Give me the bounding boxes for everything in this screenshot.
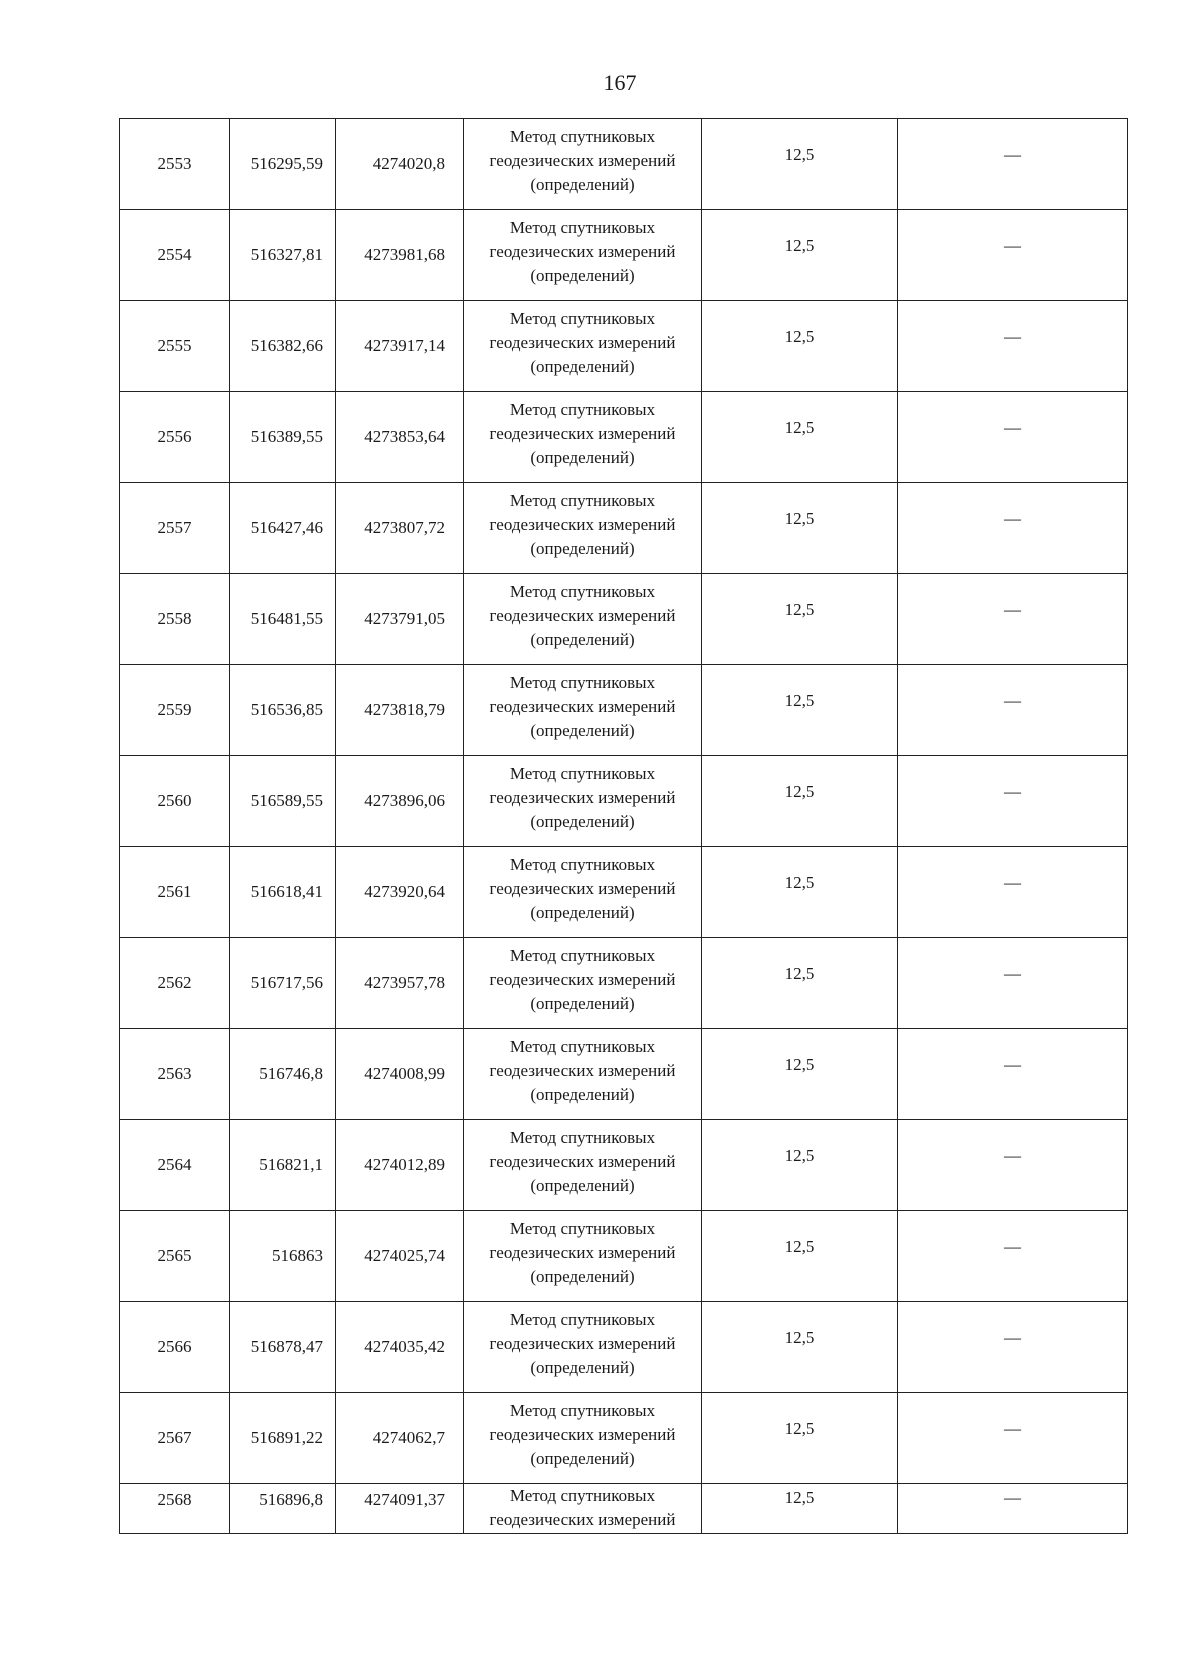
table-row xyxy=(120,1211,1128,1302)
y-coordinate-cell: 4273896,06 xyxy=(336,756,464,847)
x-coordinate-cell: 516389,55 xyxy=(230,392,336,483)
method-cell xyxy=(464,665,702,756)
method-line: Метод спутниковых xyxy=(509,764,656,783)
note-cell: — xyxy=(898,847,1128,938)
method-line: геодезических измерений xyxy=(489,1425,676,1444)
point-number-cell: 2562 xyxy=(120,938,230,1029)
table-row xyxy=(120,1120,1128,1211)
method-line: Метод спутниковых xyxy=(509,855,656,874)
method-cell xyxy=(464,1484,702,1534)
point-number-cell: 2565 xyxy=(120,1211,230,1302)
method-line: Метод спутниковых xyxy=(509,1037,656,1056)
x-coordinate-cell: 516382,66 xyxy=(230,301,336,392)
method-cell xyxy=(464,1120,702,1211)
point-number-cell: 2567 xyxy=(120,1393,230,1484)
y-coordinate-cell: 4273818,79 xyxy=(336,665,464,756)
point-number-cell: 2566 xyxy=(120,1302,230,1393)
note-cell: — xyxy=(898,392,1128,483)
x-coordinate-cell: 516896,8 xyxy=(230,1484,336,1534)
point-number-cell: 2561 xyxy=(120,847,230,938)
point-number-cell: 2558 xyxy=(120,574,230,665)
table-row xyxy=(120,119,1128,210)
accuracy-cell: 12,5 xyxy=(702,1302,898,1393)
table-row xyxy=(120,847,1128,938)
y-coordinate-cell: 4274025,74 xyxy=(336,1211,464,1302)
method-cell xyxy=(464,1393,702,1484)
y-coordinate-cell: 4273917,14 xyxy=(336,301,464,392)
point-number-cell: 2568 xyxy=(120,1484,230,1534)
x-coordinate-cell: 516891,22 xyxy=(230,1393,336,1484)
method-line: геодезических измерений xyxy=(489,151,676,170)
note-cell: — xyxy=(898,756,1128,847)
x-coordinate-cell: 516717,56 xyxy=(230,938,336,1029)
y-coordinate-cell: 4273807,72 xyxy=(336,483,464,574)
table-row xyxy=(120,210,1128,301)
note-cell: — xyxy=(898,1211,1128,1302)
method-cell xyxy=(464,756,702,847)
method-line: (определений) xyxy=(530,812,635,831)
note-cell: — xyxy=(898,1484,1128,1534)
method-line: (определений) xyxy=(530,175,635,194)
accuracy-cell: 12,5 xyxy=(702,119,898,210)
note-cell: — xyxy=(898,210,1128,301)
x-coordinate-cell: 516327,81 xyxy=(230,210,336,301)
method-line: геодезических измерений xyxy=(489,242,676,261)
y-coordinate-cell: 4273920,64 xyxy=(336,847,464,938)
method-line: (определений) xyxy=(530,903,635,922)
note-cell: — xyxy=(898,119,1128,210)
accuracy-cell: 12,5 xyxy=(702,665,898,756)
table-row xyxy=(120,1029,1128,1120)
accuracy-cell: 12,5 xyxy=(702,1393,898,1484)
note-cell: — xyxy=(898,1393,1128,1484)
method-line: Метод спутниковых xyxy=(509,491,656,510)
method-line: Метод спутниковых xyxy=(509,1401,656,1420)
method-line: Метод спутниковых xyxy=(509,1128,656,1147)
method-line: (определений) xyxy=(530,1176,635,1195)
method-line: Метод спутниковых xyxy=(509,1310,656,1329)
method-line: геодезических измерений xyxy=(489,515,676,534)
point-number-cell: 2563 xyxy=(120,1029,230,1120)
method-line: геодезических измерений xyxy=(489,788,676,807)
point-number-cell: 2557 xyxy=(120,483,230,574)
accuracy-cell: 12,5 xyxy=(702,301,898,392)
y-coordinate-cell: 4273957,78 xyxy=(336,938,464,1029)
point-number-cell: 2555 xyxy=(120,301,230,392)
x-coordinate-cell: 516589,55 xyxy=(230,756,336,847)
accuracy-cell: 12,5 xyxy=(702,483,898,574)
method-line: Метод спутниковых xyxy=(509,1219,656,1238)
method-line: геодезических измерений xyxy=(489,970,676,989)
table-row xyxy=(120,756,1128,847)
method-cell xyxy=(464,210,702,301)
y-coordinate-cell: 4274091,37 xyxy=(336,1484,464,1534)
accuracy-cell: 12,5 xyxy=(702,392,898,483)
method-line: (определений) xyxy=(530,448,635,467)
table-row xyxy=(120,301,1128,392)
table-row xyxy=(120,1393,1128,1484)
table-row xyxy=(120,665,1128,756)
x-coordinate-cell: 516618,41 xyxy=(230,847,336,938)
method-line: (определений) xyxy=(530,630,635,649)
method-line: геодезических измерений xyxy=(489,1152,676,1171)
note-cell: — xyxy=(898,1120,1128,1211)
accuracy-cell: 12,5 xyxy=(702,938,898,1029)
method-line: (определений) xyxy=(530,266,635,285)
accuracy-cell: 12,5 xyxy=(702,1029,898,1120)
method-line: геодезических измерений xyxy=(489,606,676,625)
note-cell: — xyxy=(898,574,1128,665)
method-cell xyxy=(464,392,702,483)
method-cell xyxy=(464,1302,702,1393)
accuracy-cell: 12,5 xyxy=(702,1211,898,1302)
method-cell xyxy=(464,847,702,938)
method-cell xyxy=(464,1211,702,1302)
x-coordinate-cell: 516746,8 xyxy=(230,1029,336,1120)
note-cell: — xyxy=(898,1029,1128,1120)
method-line: Метод спутниковых xyxy=(509,400,656,419)
point-number-cell: 2553 xyxy=(120,119,230,210)
y-coordinate-cell: 4274035,42 xyxy=(336,1302,464,1393)
point-number-cell: 2559 xyxy=(120,665,230,756)
y-coordinate-cell: 4273981,68 xyxy=(336,210,464,301)
point-number-cell: 2560 xyxy=(120,756,230,847)
note-cell: — xyxy=(898,665,1128,756)
page-number: 167 xyxy=(603,70,637,95)
table-row xyxy=(120,483,1128,574)
accuracy-cell: 12,5 xyxy=(702,1120,898,1211)
note-cell: — xyxy=(898,938,1128,1029)
x-coordinate-cell: 516295,59 xyxy=(230,119,336,210)
point-number-cell: 2564 xyxy=(120,1120,230,1211)
accuracy-cell: 12,5 xyxy=(702,847,898,938)
x-coordinate-cell: 516536,85 xyxy=(230,665,336,756)
method-line: (определений) xyxy=(530,721,635,740)
table-row xyxy=(120,574,1128,665)
coordinates-table xyxy=(119,118,1128,1534)
method-cell xyxy=(464,574,702,665)
note-cell: — xyxy=(898,301,1128,392)
method-line: геодезических измерений xyxy=(489,1334,676,1353)
note-cell: — xyxy=(898,483,1128,574)
method-line: геодезических измерений xyxy=(489,1243,676,1262)
accuracy-cell: 12,5 xyxy=(702,574,898,665)
method-line: Метод спутниковых xyxy=(509,946,656,965)
method-cell xyxy=(464,301,702,392)
accuracy-cell: 12,5 xyxy=(702,756,898,847)
y-coordinate-cell: 4274062,7 xyxy=(336,1393,464,1484)
method-line: геодезических измерений xyxy=(489,697,676,716)
method-line: Метод спутниковых xyxy=(509,218,656,237)
y-coordinate-cell: 4273791,05 xyxy=(336,574,464,665)
method-line: Метод спутниковых xyxy=(509,1486,656,1505)
method-line: геодезических измерений xyxy=(489,333,676,352)
method-line: Метод спутниковых xyxy=(509,127,656,146)
table-body xyxy=(120,119,1128,1534)
method-line: Метод спутниковых xyxy=(509,673,656,692)
x-coordinate-cell: 516481,55 xyxy=(230,574,336,665)
method-line: (определений) xyxy=(530,1085,635,1104)
x-coordinate-cell: 516863 xyxy=(230,1211,336,1302)
accuracy-cell: 12,5 xyxy=(702,1484,898,1534)
accuracy-cell: 12,5 xyxy=(702,210,898,301)
method-line: (определений) xyxy=(530,994,635,1013)
method-cell xyxy=(464,119,702,210)
x-coordinate-cell: 516878,47 xyxy=(230,1302,336,1393)
table-row xyxy=(120,392,1128,483)
method-line: геодезических измерений xyxy=(489,879,676,898)
method-line: (определений) xyxy=(530,357,635,376)
method-line: (определений) xyxy=(530,1267,635,1286)
method-line: (определений) xyxy=(530,1358,635,1377)
point-number-cell: 2556 xyxy=(120,392,230,483)
y-coordinate-cell: 4274012,89 xyxy=(336,1120,464,1211)
table-row xyxy=(120,1302,1128,1393)
method-cell xyxy=(464,1029,702,1120)
note-cell: — xyxy=(898,1302,1128,1393)
method-line: (определений) xyxy=(530,1449,635,1468)
method-cell xyxy=(464,483,702,574)
method-line: геодезических измерений xyxy=(489,1061,676,1080)
table-row xyxy=(120,1484,1128,1534)
y-coordinate-cell: 4274008,99 xyxy=(336,1029,464,1120)
method-line: (определений) xyxy=(530,539,635,558)
method-line: Метод спутниковых xyxy=(509,582,656,601)
method-line: Метод спутниковых xyxy=(509,309,656,328)
method-cell xyxy=(464,938,702,1029)
y-coordinate-cell: 4274020,8 xyxy=(336,119,464,210)
x-coordinate-cell: 516821,1 xyxy=(230,1120,336,1211)
y-coordinate-cell: 4273853,64 xyxy=(336,392,464,483)
table-row xyxy=(120,938,1128,1029)
point-number-cell: 2554 xyxy=(120,210,230,301)
x-coordinate-cell: 516427,46 xyxy=(230,483,336,574)
method-line: геодезических измерений xyxy=(489,1510,676,1529)
method-line: геодезических измерений xyxy=(489,424,676,443)
